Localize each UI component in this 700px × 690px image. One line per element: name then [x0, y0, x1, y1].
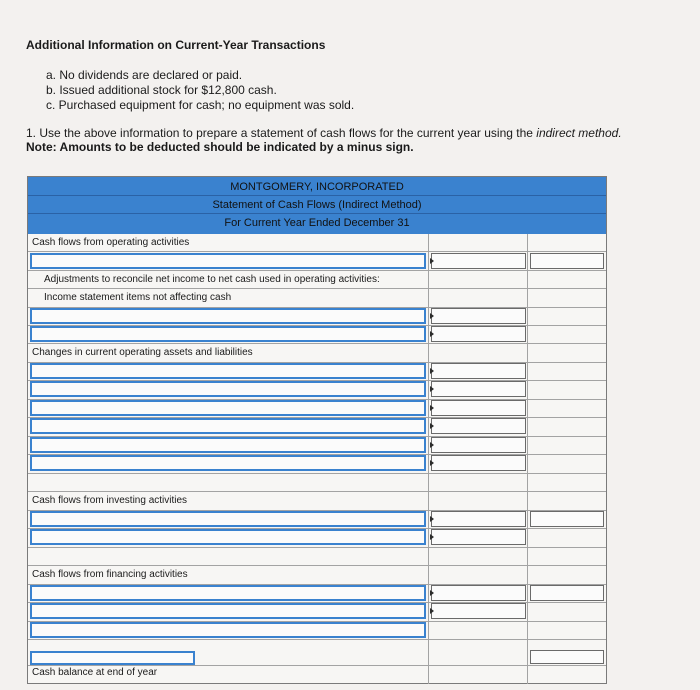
net-income-total-field[interactable]	[530, 253, 604, 269]
investing-item-2-select[interactable]	[30, 529, 426, 545]
cash-beginning-box[interactable]	[30, 651, 195, 665]
change-item-6-amount[interactable]	[431, 455, 526, 471]
net-income-label-field[interactable]	[30, 253, 426, 269]
dropdown-marker-icon	[430, 423, 434, 429]
dropdown-marker-icon	[430, 405, 434, 411]
changes-label: Changes in current operating assets and liabilities	[32, 347, 253, 358]
dropdown-marker-icon	[430, 442, 434, 448]
change-item-2-amount[interactable]	[431, 381, 526, 397]
financing-item-3-select[interactable]	[30, 622, 426, 638]
investing-item-1-select[interactable]	[30, 511, 426, 527]
noncash-item-2-select[interactable]	[30, 326, 426, 342]
dropdown-marker-icon	[430, 460, 434, 466]
item-b: b. Issued additional stock for $12,800 cash.	[46, 83, 277, 97]
dropdown-marker-icon	[430, 516, 434, 522]
investing-item-1-amount[interactable]	[431, 511, 526, 527]
instructions	[26, 126, 622, 154]
financing-total-field[interactable]	[530, 585, 604, 601]
dropdown-marker-icon	[430, 313, 434, 319]
dropdown-marker-icon	[430, 534, 434, 540]
dropdown-marker-icon	[430, 368, 434, 374]
adjustments-label: Adjustments to reconcile net income to net cash used in operating activities:	[44, 274, 380, 285]
change-item-2-select[interactable]	[30, 381, 426, 397]
dropdown-marker-icon	[430, 258, 434, 264]
change-item-3-select[interactable]	[30, 400, 426, 416]
noncash-items-label: Income statement items not affecting cash	[44, 292, 232, 303]
change-item-1-select[interactable]	[30, 363, 426, 379]
cash-flow-statement	[27, 176, 607, 684]
transaction-list	[46, 68, 354, 113]
net-income-amount-field[interactable]	[431, 253, 526, 269]
change-item-1-amount[interactable]	[431, 363, 526, 379]
change-item-5-amount[interactable]	[431, 437, 526, 453]
instruction-text: 1. Use the above information to prepare a statement of cash flows for the current year using the	[26, 126, 537, 140]
dropdown-marker-icon	[430, 608, 434, 614]
financing-item-2-amount[interactable]	[431, 603, 526, 619]
cash-ending-label: Cash balance at end of year	[32, 667, 158, 678]
investing-item-2-amount[interactable]	[431, 529, 526, 545]
instruction-note: Note: Amounts to be deducted should be indicated by a minus sign.	[26, 140, 414, 154]
dropdown-marker-icon	[430, 331, 434, 337]
cash-beginning-field[interactable]	[530, 650, 604, 664]
operating-activities-label: Cash flows from operating activities	[32, 237, 190, 248]
statement-period: For Current Year Ended December 31	[224, 217, 410, 229]
financing-item-2-select[interactable]	[30, 603, 426, 619]
investing-activities-label: Cash flows from investing activities	[32, 495, 188, 506]
change-item-4-amount[interactable]	[431, 418, 526, 434]
statement-title: Statement of Cash Flows (Indirect Method)	[212, 199, 422, 211]
noncash-item-1-amount[interactable]	[431, 308, 526, 324]
statement-header	[28, 177, 606, 234]
item-a: a. No dividends are declared or paid.	[46, 68, 243, 82]
dropdown-marker-icon	[430, 386, 434, 392]
change-item-3-amount[interactable]	[431, 400, 526, 416]
noncash-item-1-select[interactable]	[30, 308, 426, 324]
dropdown-marker-icon	[430, 590, 434, 596]
financing-activities-label: Cash flows from financing activities	[32, 569, 188, 580]
company-name: MONTGOMERY, INCORPORATED	[230, 181, 404, 193]
noncash-item-2-amount[interactable]	[431, 326, 526, 342]
investing-total-field[interactable]	[530, 511, 604, 527]
change-item-6-select[interactable]	[30, 455, 426, 471]
financing-item-1-amount[interactable]	[431, 585, 526, 601]
change-item-4-select[interactable]	[30, 418, 426, 434]
financing-item-1-select[interactable]	[30, 585, 426, 601]
section-heading: Additional Information on Current-Year Transactions	[26, 38, 326, 52]
item-c: c. Purchased equipment for cash; no equipment was sold.	[46, 98, 355, 112]
change-item-5-select[interactable]	[30, 437, 426, 453]
instruction-method: indirect method.	[536, 126, 622, 140]
